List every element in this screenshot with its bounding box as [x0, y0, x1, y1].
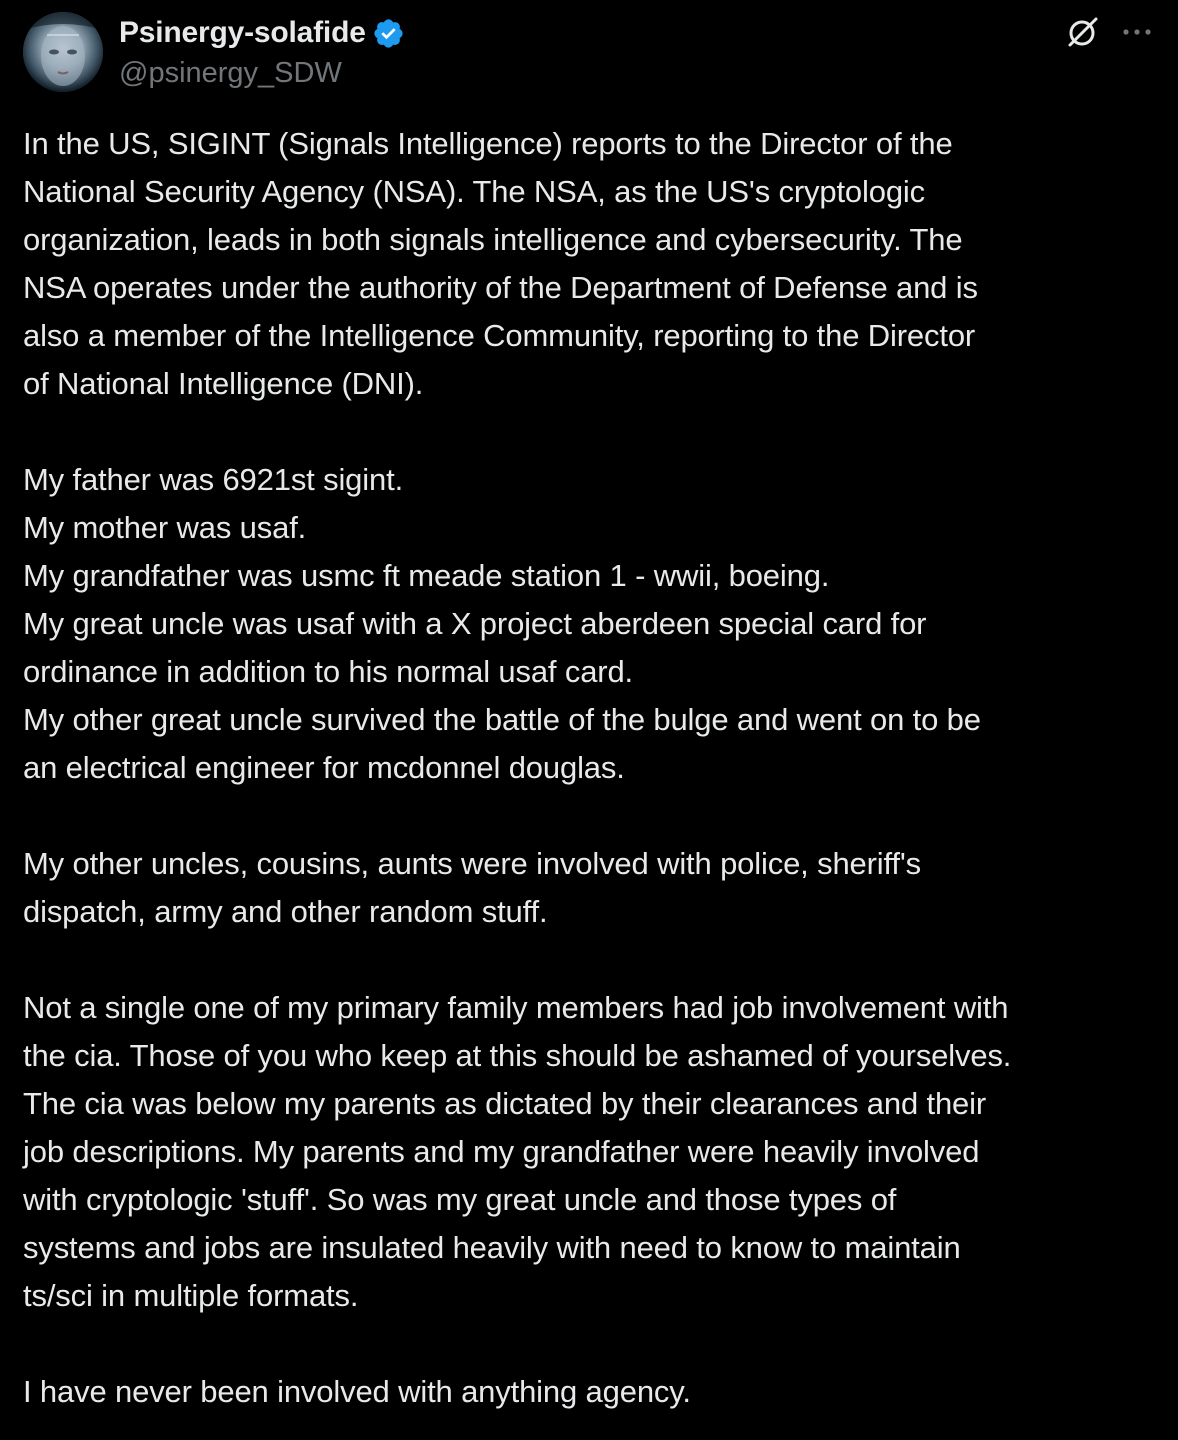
- text-line: dispatch, army and other random stuff.: [23, 894, 548, 929]
- text-line: an electrical engineer for mcdonnel douglas.: [23, 750, 625, 785]
- text-line: job descriptions. My parents and my grandfather were heavily involved: [23, 1134, 980, 1169]
- handle[interactable]: @psinergy_SDW: [119, 57, 342, 89]
- text-line: In the US, SIGINT (Signals Intelligence) reports to the Director of the: [23, 126, 953, 161]
- text-line: organization, leads in both signals intelligence and cybersecurity. The: [23, 222, 963, 257]
- text-line: ts/sci in multiple formats.: [23, 1278, 359, 1313]
- paragraph-spacer: [23, 408, 1163, 456]
- text-line: the cia. Those of you who keep at this should be ashamed of yourselves.: [23, 1038, 1012, 1073]
- paragraph-spacer: [23, 1320, 1163, 1368]
- text-line: of National Intelligence (DNI).: [23, 366, 424, 401]
- paragraph-5: [23, 1368, 1163, 1416]
- paragraph-4: [23, 984, 1163, 1320]
- text-line: NSA operates under the authority of the Department of Defense and is: [23, 270, 978, 305]
- text-line: systems and jobs are insulated heavily with need to know to maintain: [23, 1230, 961, 1265]
- paragraph-1: [23, 120, 1163, 408]
- display-name[interactable]: Psinergy-solafide: [119, 16, 366, 49]
- text-line: My other uncles, cousins, aunts were involved with police, sheriff's: [23, 846, 922, 881]
- paragraph-spacer: [23, 792, 1163, 840]
- text-line: My father was 6921st sigint.: [23, 462, 404, 497]
- paragraph-2: [23, 456, 1163, 792]
- text-line: Not a single one of my primary family members had job involvement with: [23, 990, 1009, 1025]
- avatar-image: [23, 12, 103, 92]
- paragraph-spacer: [23, 936, 1163, 984]
- text-line: National Security Agency (NSA). The NSA, as the US's cryptologic: [23, 174, 926, 209]
- text-line: My mother was usaf.: [23, 510, 307, 545]
- name-row: [119, 12, 405, 54]
- text-line: I have never been involved with anything agency.: [23, 1374, 691, 1409]
- text-line: The cia was below my parents as dictated by their clearances and their: [23, 1086, 987, 1121]
- text-line: My grandfather was usmc ft meade station 1 - wwii, boeing.: [23, 558, 830, 593]
- text-line: My other great uncle survived the battle of the bulge and went on to be: [23, 702, 981, 737]
- grok-icon[interactable]: [1065, 14, 1101, 50]
- post-text: [23, 120, 1163, 1416]
- text-line: My great uncle was usaf with a X project aberdeen special card for: [23, 606, 927, 641]
- text-line: ordinance in addition to his normal usaf card.: [23, 654, 634, 689]
- paragraph-3: [23, 840, 1163, 936]
- avatar[interactable]: [23, 12, 103, 92]
- author-block: [119, 12, 405, 92]
- more-options-icon[interactable]: [1119, 20, 1155, 44]
- text-line: with cryptologic 'stuff'. So was my great uncle and those types of: [23, 1182, 897, 1217]
- verified-badge-icon[interactable]: [372, 17, 405, 50]
- text-line: also a member of the Intelligence Community, reporting to the Director: [23, 318, 976, 353]
